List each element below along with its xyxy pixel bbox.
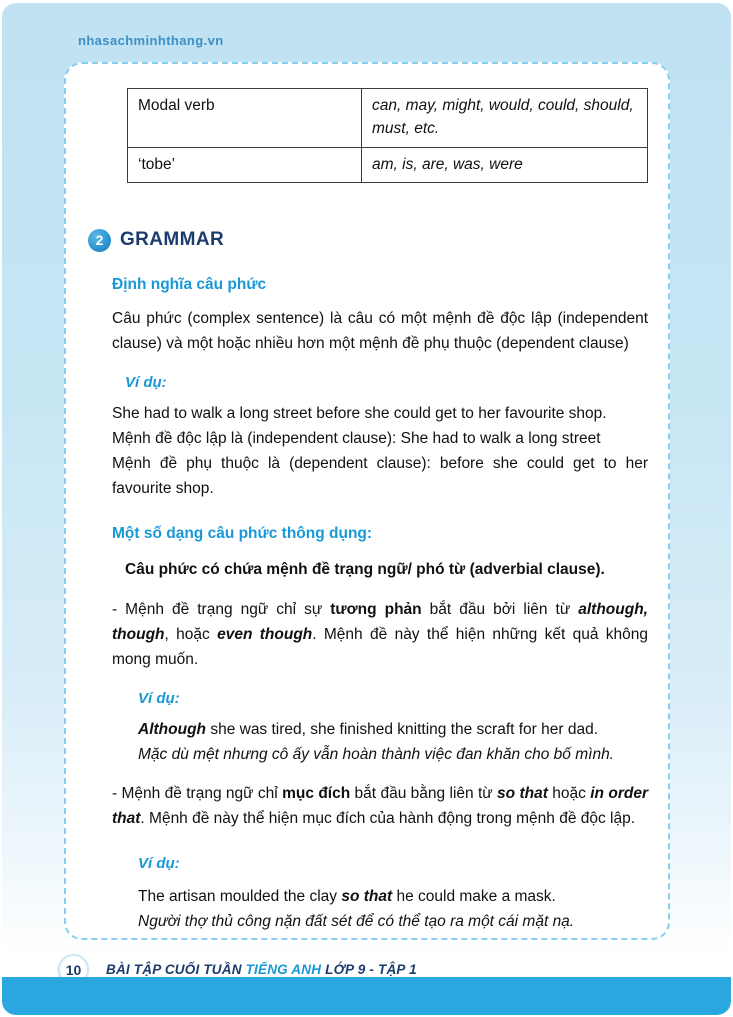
table-cell-definition: can, may, might, would, could, should, must, etc. xyxy=(362,89,648,148)
section-number-badge: 2 xyxy=(88,229,111,252)
page-number: 10 xyxy=(58,954,89,985)
table-cell-term: ‘tobe’ xyxy=(128,147,362,182)
example-line: Mệnh đề độc lập là (independent clause): She had to walk a long street xyxy=(112,430,601,448)
text-segment: . Mệnh đề này thể hiện mục đích của hành động trong mệnh đề độc lập. xyxy=(140,810,636,828)
bottom-color-bar xyxy=(2,977,731,1015)
conjunction-term: so that xyxy=(341,888,393,906)
example-line: She had to walk a long street before she could get to her favourite shop. xyxy=(112,404,607,422)
example-label: Ví dụ: xyxy=(138,855,180,873)
conjunction-term: in order that xyxy=(112,785,648,828)
table-row xyxy=(128,147,648,182)
example-translation: Người thợ thủ công nặn đất sét để có thể tạo ra một cái mặt nạ. xyxy=(138,913,575,931)
conjunction-term: so that xyxy=(497,785,548,803)
example-translation: Mặc dù mệt nhưng cô ấy vẫn hoàn thành việc đan khăn cho bố mình. xyxy=(138,745,614,763)
text-segment-bold: tương phản xyxy=(330,600,422,618)
book-title-part: LỚP 9 - TẬP 1 xyxy=(321,962,417,977)
table-row xyxy=(128,89,648,148)
text-segment: - Mệnh đề trạng ngữ chỉ xyxy=(112,785,283,803)
watermark-url: nhasachminhthang.vn xyxy=(78,33,224,48)
book-title-part: BÀI TẬP CUỐI TUẦN xyxy=(106,962,246,977)
text-segment: The artisan moulded the clay xyxy=(138,888,342,906)
text-segment: hoặc xyxy=(547,785,591,803)
definition-paragraph: Câu phức (complex sentence) là câu có một mệnh đề độc lập (independent clause) và một hoặc nhiều hơn một mệnh đề phụ thuộc (dependent clause) xyxy=(112,309,648,352)
text-segment: , hoặc xyxy=(164,625,218,643)
table-cell-definition: am, is, are, was, were xyxy=(362,147,648,182)
table-cell-term: Modal verb xyxy=(128,89,362,148)
section-title: GRAMMAR xyxy=(120,229,225,251)
text-segment-bold: mục đích xyxy=(282,785,351,803)
contrast-clause-paragraph xyxy=(112,597,648,672)
definition-heading: Định nghĩa câu phức xyxy=(112,275,267,293)
text-segment: - Mệnh đề trạng ngữ chỉ sự xyxy=(112,600,331,618)
example-line: Mệnh đề phụ thuộc là (dependent clause): before she could get to her favourite shop. xyxy=(112,455,648,498)
text-segment: bắt đầu bởi liên từ xyxy=(421,600,579,618)
text-segment: . Mệnh đề này thể hiện những kết quả không mong muốn. xyxy=(112,625,649,668)
purpose-clause-paragraph xyxy=(112,781,648,831)
verb-table xyxy=(127,88,648,183)
book-title-accent: TIẾNG ANH xyxy=(245,962,322,977)
text-segment: bắt đầu bằng liên từ xyxy=(350,785,498,803)
text-segment: she was tired, she finished knitting the scraft for her dad. xyxy=(206,720,599,738)
conjunction-term: even though xyxy=(217,625,313,643)
example-sentence xyxy=(138,884,648,909)
example-sentence xyxy=(138,717,648,742)
section-grammar-header xyxy=(88,229,648,252)
conjunction-term: Although xyxy=(138,720,207,738)
example-label: Ví dụ: xyxy=(138,689,180,707)
content-sheet xyxy=(64,62,670,940)
text-segment: he could make a mask. xyxy=(392,888,556,906)
book-title xyxy=(106,962,417,977)
common-forms-heading: Một số dạng câu phức thông dụng: xyxy=(112,525,373,543)
adverbial-clause-subheading: Câu phức có chứa mệnh đề trạng ngữ/ phó từ (adverbial clause). xyxy=(125,561,605,579)
conjunction-term: although, though xyxy=(112,600,648,643)
example-label: Ví dụ: xyxy=(125,373,167,391)
